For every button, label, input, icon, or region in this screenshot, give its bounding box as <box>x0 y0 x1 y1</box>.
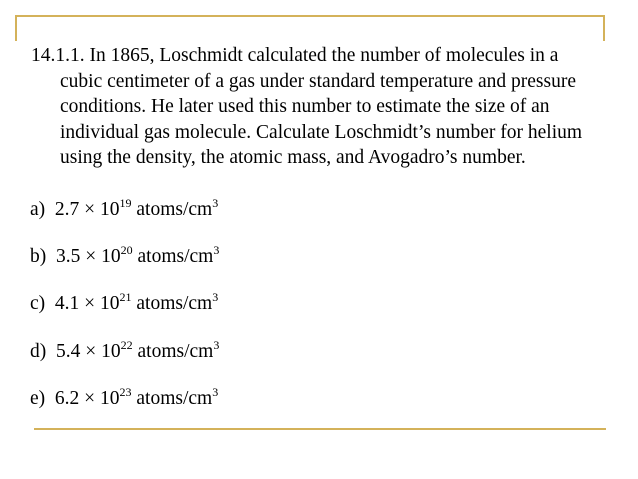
question-line: 14.1.1. In 1865, Loschmidt calculated the number of molecules in a <box>31 45 559 66</box>
answer-choice-e <box>30 385 219 411</box>
times-sign: × <box>84 388 96 409</box>
slide-frame-right <box>603 15 605 41</box>
question-line: individual gas molecule. Calculate Loschmidt’s number for helium <box>60 121 583 143</box>
choice-mantissa: 4.1 <box>54 293 80 314</box>
answer-choice-b <box>30 243 220 269</box>
answer-choice-a <box>30 196 219 222</box>
choice-exponent: 21 <box>119 290 132 304</box>
choice-exponent: 20 <box>120 243 133 257</box>
choice-label: e) <box>30 388 46 409</box>
choice-base: 10 <box>100 388 120 409</box>
answer-choice-d <box>30 338 220 364</box>
times-sign: × <box>85 341 97 362</box>
slide-frame-left <box>15 15 17 41</box>
choice-unit: atoms/cm <box>136 293 213 314</box>
choice-label: c) <box>30 293 46 314</box>
unit-exponent: 3 <box>212 196 219 210</box>
choice-base: 10 <box>100 199 120 220</box>
choice-base: 10 <box>101 246 121 267</box>
choice-label: b) <box>30 246 47 267</box>
question-line: using the density, the atomic mass, and Avogadro’s number. <box>60 147 526 168</box>
choice-label: d) <box>30 341 47 362</box>
unit-exponent: 3 <box>212 290 219 304</box>
answer-choice-c <box>30 290 219 316</box>
unit-exponent: 3 <box>213 243 220 257</box>
choice-unit: atoms/cm <box>137 341 214 362</box>
question-line: conditions. He later used this number to estimate the size of an <box>60 96 550 117</box>
choice-unit: atoms/cm <box>136 199 213 220</box>
choice-mantissa: 5.4 <box>56 341 81 362</box>
choice-unit: atoms/cm <box>136 388 213 409</box>
choice-mantissa: 6.2 <box>54 388 80 409</box>
choice-label: a) <box>30 199 46 220</box>
question-text <box>31 43 616 171</box>
choice-base: 10 <box>100 293 120 314</box>
times-sign: × <box>84 293 96 314</box>
slide-frame-top <box>15 15 605 17</box>
unit-exponent: 3 <box>213 338 220 352</box>
choice-mantissa: 3.5 <box>56 246 81 267</box>
choice-exponent: 22 <box>120 338 133 352</box>
times-sign: × <box>85 246 97 267</box>
choice-exponent: 23 <box>119 385 132 399</box>
question-line: cubic centimeter of a gas under standard temperature and pressure <box>60 70 576 92</box>
unit-exponent: 3 <box>212 385 219 399</box>
choice-mantissa: 2.7 <box>54 199 80 220</box>
choice-unit: atoms/cm <box>137 246 214 267</box>
times-sign: × <box>84 199 96 220</box>
slide-bottom-line <box>34 428 606 430</box>
choice-exponent: 19 <box>119 196 132 210</box>
choice-base: 10 <box>101 341 121 362</box>
